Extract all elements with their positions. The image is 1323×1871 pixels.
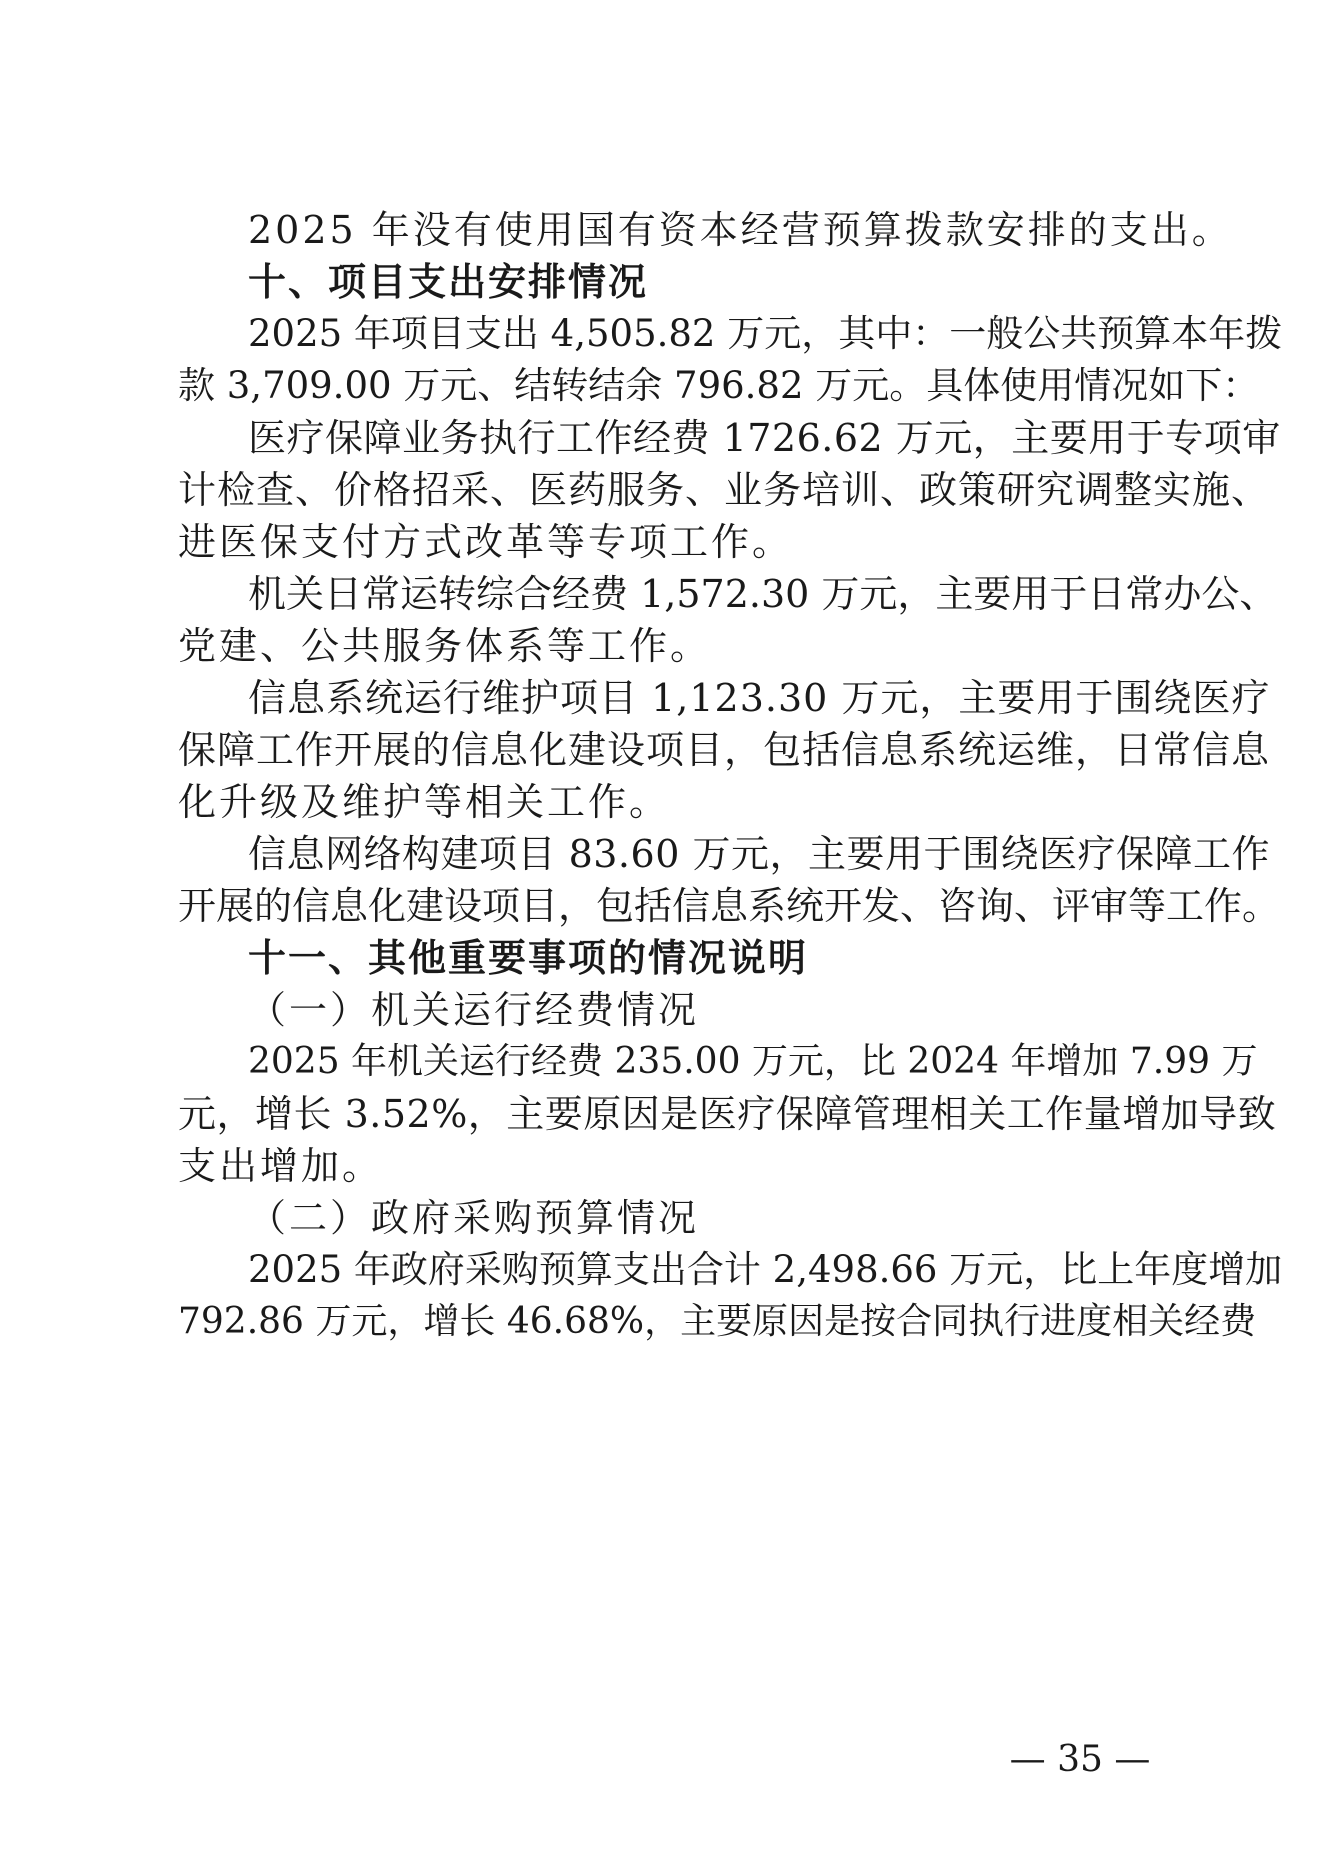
paragraph-line: 保障工作开展的信息化建设项目，包括信息系统运维，日常信息 — [178, 728, 1271, 772]
paragraph-line: 信息系统运行维护项目 1,123.30 万元，主要用于围绕医疗 — [248, 676, 1271, 720]
paragraph-line: 元，增长 3.52%，主要原因是医疗保障管理相关工作量增加导致 — [178, 1092, 1277, 1136]
paragraph-line: 信息网络构建项目 83.60 万元，主要用于围绕医疗保障工作 — [248, 832, 1270, 876]
paragraph-line: 计检查、价格招采、医药服务、业务培训、政策研究调整实施、 — [178, 468, 1271, 512]
subsection-heading: （二）政府采购预算情况 — [248, 1196, 700, 1240]
page-number: — 35 — — [1009, 1739, 1151, 1780]
paragraph-line: 2025 年没有使用国有资本经营预算拨款安排的支出。 — [248, 208, 1233, 252]
paragraph-line: 2025 年政府采购预算支出合计 2,498.66 万元，比上年度增加 — [248, 1248, 1283, 1291]
paragraph-line: 医疗保障业务执行工作经费 1726.62 万元，主要用于专项审 — [248, 416, 1281, 460]
paragraph-line: 792.86 万元，增长 46.68%，主要原因是按合同执行进度相关经费 — [178, 1301, 1257, 1342]
paragraph-line: 机关日常运转综合经费 1,572.30 万元，主要用于日常办公、 — [248, 572, 1278, 616]
section-heading-10: 十、项目支出安排情况 — [248, 260, 649, 304]
paragraph-line: 党建、公共服务体系等工作。 — [178, 624, 712, 668]
paragraph-line: 2025 年机关运行经费 235.00 万元，比 2024 年增加 7.99 万 — [248, 1041, 1258, 1082]
paragraph-line: 2025 年项目支出 4,505.82 万元，其中：一般公共预算本年拨 — [248, 312, 1283, 355]
paragraph-line: 款 3,709.00 万元、结转结余 796.82 万元。具体使用情况如下： — [178, 364, 1260, 407]
paragraph-line: 支出增加。 — [178, 1144, 384, 1188]
paragraph-line: 进医保支付方式改革等专项工作。 — [178, 520, 794, 564]
paragraph-line: 开展的信息化建设项目，包括信息系统开发、咨询、评审等工作。 — [178, 884, 1281, 928]
paragraph-line: 化升级及维护等相关工作。 — [178, 780, 671, 824]
subsection-heading: （一）机关运行经费情况 — [248, 988, 700, 1032]
section-heading-11: 十一、其他重要事项的情况说明 — [248, 936, 809, 980]
